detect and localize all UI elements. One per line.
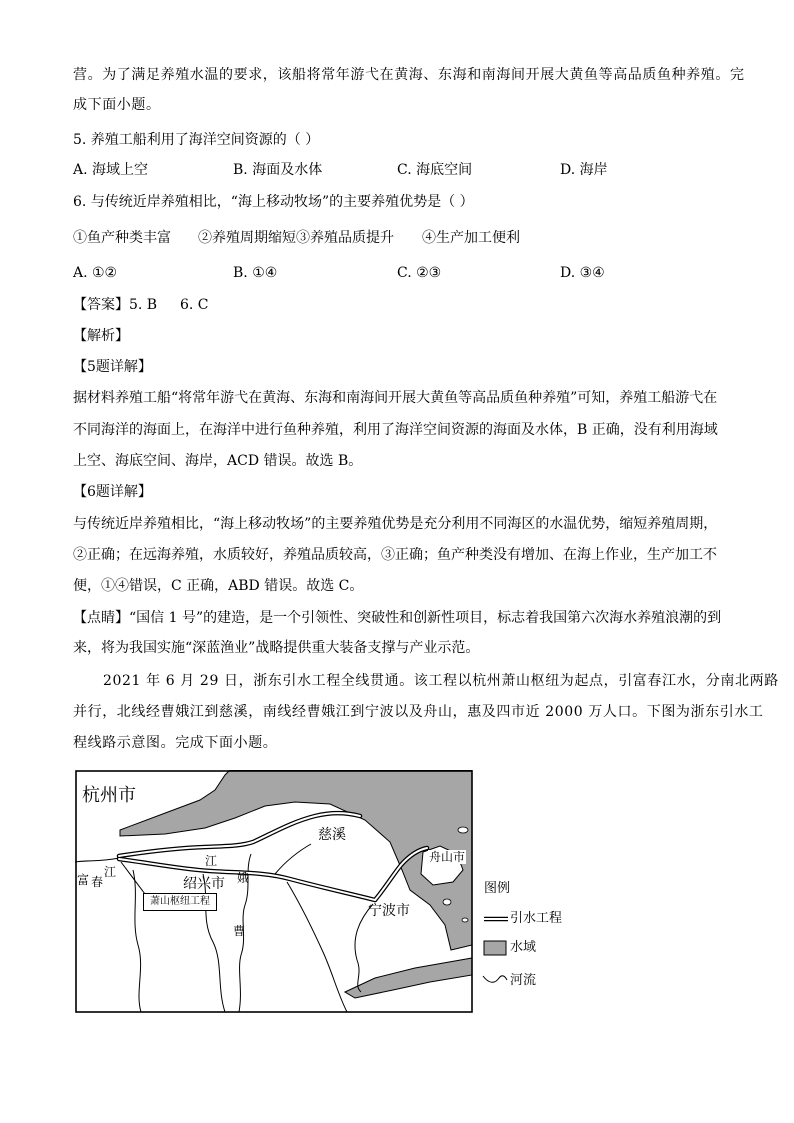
legend-water-label: 水域	[510, 940, 537, 955]
legend-river-line	[483, 976, 507, 982]
label-zhoushan: 舟山市	[429, 850, 466, 864]
label-xiaoshan-hub: 萧山枢纽工程	[143, 893, 217, 911]
label-hangzhou: 杭州市	[82, 785, 136, 806]
q6-item: ①鱼产种类丰富	[73, 230, 171, 246]
legend-canal-icon	[483, 912, 509, 926]
q6-option-b: B. ①④	[233, 265, 278, 281]
legend-canal-label: 引水工程	[510, 911, 563, 926]
q5-detail-heading: 【5题详解】	[73, 359, 152, 375]
q6-option-d: D. ③④	[560, 265, 605, 281]
label-shaoxing: 绍兴市	[183, 876, 225, 892]
passage-line: 2021 年 6 月 29 日，浙东引水工程全线贯通。该工程以杭州萧山枢纽为起点，引富春江水，分南北两路	[103, 673, 779, 689]
q5-detail-line: 据材料养殖工船“将常年游弋在黄海、东海和南海间开展大黄鱼等高品质鱼种养殖”可知，养殖工船游弋在	[73, 390, 718, 406]
key-point-tag: 【点睛】	[73, 610, 129, 626]
label-cao: 曹	[233, 924, 246, 938]
route-map	[75, 770, 473, 1013]
q5-option-c: C. 海底空间	[397, 162, 473, 178]
intro-line: 成下面小题。	[73, 97, 161, 113]
sea-area	[120, 770, 472, 950]
label-cixi: 慈溪	[318, 827, 346, 843]
small-island	[458, 827, 468, 833]
intro-line: 营。为了满足养殖水温的要求，该船将常年游弋在黄海、东海和南海间开展大黄鱼等高品质鱼种养殖。完	[73, 67, 745, 83]
q5-option-b: B. 海面及水体	[233, 162, 323, 178]
river-fuchun	[75, 858, 119, 862]
label-e: 娥	[237, 871, 250, 885]
q6-item: ②养殖周期缩短③养殖品质提升	[198, 230, 394, 246]
label-ningbo: 宁波市	[368, 903, 410, 919]
small-island	[462, 918, 468, 922]
q6-detail-line: 便，①④错误，C 正确，ABD 错误。故选 C。	[73, 578, 364, 594]
legend-title: 图例	[484, 881, 511, 896]
legend-river-icon	[481, 972, 509, 986]
legend-water-icon	[483, 940, 507, 956]
river-tributary	[275, 844, 311, 874]
answer-q5: 5. B	[129, 297, 158, 313]
small-island	[443, 899, 451, 905]
passage-line: 程线路示意图。完成下面小题。	[73, 735, 278, 751]
route-map-canvas	[75, 770, 473, 1013]
key-point-line	[73, 608, 721, 628]
question-6-stem: 6. 与传统近岸养殖相比，“海上移动牧场”的主要养殖优势是（ ）	[73, 194, 474, 210]
label-jiang-left: 江	[104, 865, 117, 879]
q6-detail-line: ②正确；在远海养殖，水质较好，养殖品质较高，③正确；鱼产种类没有增加、在海上作业，生产加工不	[73, 547, 717, 563]
label-jiang-upper: 江	[205, 854, 218, 868]
label-fu: 富	[77, 873, 90, 887]
hub-leader-line	[121, 862, 145, 894]
river-tributary	[287, 882, 347, 1012]
key-point-text: “国信 1 号”的建造，是一个引领性、突破性和创新性项目，标志着我国第六次海水养殖浪潮的到	[129, 610, 722, 626]
q5-detail-line: 上空、海底空间、海岸，ACD 错误。故选 B。	[73, 453, 363, 469]
answer-q6: 6. C	[180, 297, 209, 313]
q6-option-c: C. ②③	[397, 265, 442, 281]
q5-option-d: D. 海岸	[560, 162, 608, 178]
label-chun: 春	[91, 875, 104, 889]
passage-line: 并行，北线经曹娥江到慈溪，南线经曹娥江到宁波以及舟山，惠及四市近 2000 万人口。下图为浙东引水工	[73, 704, 764, 720]
analysis-heading: 【解析】	[73, 328, 129, 344]
answer-line	[73, 295, 157, 315]
river-tributary	[133, 870, 141, 1012]
q6-detail-line: 与传统近岸养殖相比，“海上移动牧场”的主要养殖优势是充分利用不同海区的水温优势，缩短养殖周期，	[73, 516, 718, 532]
key-point-line: 来，将为我国实施“深蓝渔业”战略提供重大装备支撑与产业示范。	[73, 640, 480, 656]
q5-option-a: A. 海域上空	[73, 162, 149, 178]
q5-detail-line: 不同海洋的海面上，在海洋中进行鱼种养殖，利用了海洋空间资源的海面及水体，B 正确，没有利用海域	[73, 422, 718, 438]
legend-river-label: 河流	[510, 973, 537, 988]
q6-option-a: A. ①②	[73, 265, 118, 281]
legend-water-swatch	[484, 941, 506, 955]
q6-detail-heading: 【6题详解】	[73, 484, 152, 500]
q6-item: ④生产加工便利	[422, 230, 520, 246]
answer-tag: 【答案】	[73, 297, 129, 313]
bay-inlet	[345, 958, 472, 998]
question-5-stem: 5. 养殖工船利用了海洋空间资源的（ ）	[73, 132, 320, 148]
